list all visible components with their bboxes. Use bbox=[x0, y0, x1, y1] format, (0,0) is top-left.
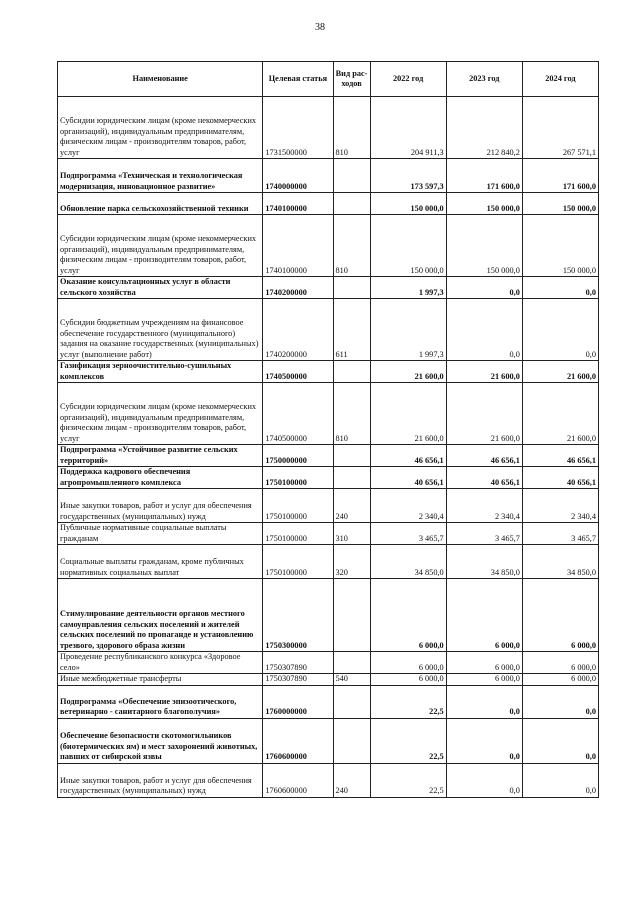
row-value-2022: 46 656,1 bbox=[370, 445, 446, 467]
row-target-code: 1760600000 bbox=[263, 718, 333, 763]
row-value-2023: 46 656,1 bbox=[446, 445, 522, 467]
row-value-2024: 6 000,0 bbox=[522, 652, 598, 674]
row-value-2022: 21 600,0 bbox=[370, 361, 446, 383]
row-value-2024: 21 600,0 bbox=[522, 383, 598, 445]
table-row bbox=[58, 652, 599, 674]
table-row bbox=[58, 763, 599, 797]
header-row bbox=[58, 62, 599, 97]
row-name: Обеспечение безопасности скотомогильников (биотермических ям) и мест захоронений животных, павших от сибирской язвы bbox=[58, 718, 263, 763]
row-value-2023: 6 000,0 bbox=[446, 652, 522, 674]
row-value-2023: 171 600,0 bbox=[446, 159, 522, 193]
row-target-code: 1750100000 bbox=[263, 467, 333, 489]
row-value-2023: 0,0 bbox=[446, 718, 522, 763]
row-value-2024: 171 600,0 bbox=[522, 159, 598, 193]
header-2023: 2023 год bbox=[446, 62, 522, 97]
row-expense-kind bbox=[333, 445, 370, 467]
row-value-2022: 1 997,3 bbox=[370, 277, 446, 299]
table-row bbox=[58, 467, 599, 489]
row-target-code: 1750100000 bbox=[263, 545, 333, 579]
row-expense-kind: 611 bbox=[333, 299, 370, 361]
row-name: Иные межбюджетные трансферты bbox=[58, 674, 263, 686]
row-value-2023: 21 600,0 bbox=[446, 383, 522, 445]
row-value-2024: 150 000,0 bbox=[522, 215, 598, 277]
table-row bbox=[58, 674, 599, 686]
row-value-2024: 3 465,7 bbox=[522, 523, 598, 545]
row-value-2022: 6 000,0 bbox=[370, 674, 446, 686]
row-value-2023: 2 340,4 bbox=[446, 489, 522, 523]
row-target-code: 1750100000 bbox=[263, 523, 333, 545]
row-value-2024: 6 000,0 bbox=[522, 674, 598, 686]
row-expense-kind bbox=[333, 193, 370, 215]
row-value-2022: 173 597,3 bbox=[370, 159, 446, 193]
table-row bbox=[58, 685, 599, 718]
row-name: Субсидии бюджетным учреждениям на финансовое обеспечение государственного (муниципального) задания на оказание государственных (муниципальных) услуг (выполнение работ) bbox=[58, 299, 263, 361]
row-value-2023: 21 600,0 bbox=[446, 361, 522, 383]
row-value-2022: 150 000,0 bbox=[370, 193, 446, 215]
table-row bbox=[58, 361, 599, 383]
row-value-2023: 0,0 bbox=[446, 685, 522, 718]
row-name: Поддержка кадрового обеспечения агропромышленного комплекса bbox=[58, 467, 263, 489]
header-target: Целевая статья bbox=[263, 62, 333, 97]
row-expense-kind: 310 bbox=[333, 523, 370, 545]
row-expense-kind: 320 bbox=[333, 545, 370, 579]
row-expense-kind: 810 bbox=[333, 97, 370, 159]
row-value-2023: 150 000,0 bbox=[446, 193, 522, 215]
table-row bbox=[58, 97, 599, 159]
row-name: Иные закупки товаров, работ и услуг для обеспечения государственных (муниципальных) нужд bbox=[58, 763, 263, 797]
row-name: Обновление парка сельскохозяйственной техники bbox=[58, 193, 263, 215]
row-expense-kind: 810 bbox=[333, 215, 370, 277]
row-value-2022: 204 911,3 bbox=[370, 97, 446, 159]
row-value-2023: 212 840,2 bbox=[446, 97, 522, 159]
row-value-2024: 267 571,1 bbox=[522, 97, 598, 159]
row-target-code: 1750100000 bbox=[263, 489, 333, 523]
row-expense-kind bbox=[333, 361, 370, 383]
table-row bbox=[58, 718, 599, 763]
row-expense-kind bbox=[333, 718, 370, 763]
row-target-code: 1740100000 bbox=[263, 215, 333, 277]
row-name: Подпрограмма «Устойчивое развитие сельских территорий» bbox=[58, 445, 263, 467]
row-value-2023: 0,0 bbox=[446, 277, 522, 299]
row-value-2024: 2 340,4 bbox=[522, 489, 598, 523]
row-value-2023: 3 465,7 bbox=[446, 523, 522, 545]
row-name: Публичные нормативные социальные выплаты гражданам bbox=[58, 523, 263, 545]
table-row bbox=[58, 159, 599, 193]
row-expense-kind bbox=[333, 277, 370, 299]
row-name: Подпрограмма «Техническая и технологическая модернизация, инновационное развитие» bbox=[58, 159, 263, 193]
row-name: Субсидии юридическим лицам (кроме некоммерческих организаций), индивидуальным предпринимателям, физическим лицам - производителям товаров, работ, услуг bbox=[58, 383, 263, 445]
header-name: Наименование bbox=[58, 62, 263, 97]
row-target-code: 1740500000 bbox=[263, 361, 333, 383]
row-expense-kind: 240 bbox=[333, 489, 370, 523]
row-value-2024: 34 850,0 bbox=[522, 545, 598, 579]
row-value-2022: 2 340,4 bbox=[370, 489, 446, 523]
row-name: Подпрограмма «Обеспечение эпизоотического, ветеринарно - санитарного благополучия» bbox=[58, 685, 263, 718]
row-value-2023: 0,0 bbox=[446, 299, 522, 361]
row-value-2022: 150 000,0 bbox=[370, 215, 446, 277]
row-value-2022: 3 465,7 bbox=[370, 523, 446, 545]
row-value-2022: 34 850,0 bbox=[370, 545, 446, 579]
row-target-code: 1750307890 bbox=[263, 674, 333, 686]
row-target-code: 1760000000 bbox=[263, 685, 333, 718]
row-target-code: 1740200000 bbox=[263, 299, 333, 361]
table-row bbox=[58, 445, 599, 467]
row-target-code: 1740200000 bbox=[263, 277, 333, 299]
row-expense-kind bbox=[333, 579, 370, 652]
row-target-code: 1740500000 bbox=[263, 383, 333, 445]
row-expense-kind bbox=[333, 467, 370, 489]
row-name: Стимулирование деятельности органов местного самоуправления сельских поселений и жителей сельских поселений по пропаганде и установлению трезвого, здорового образа жизни bbox=[58, 579, 263, 652]
table-row bbox=[58, 545, 599, 579]
budget-table bbox=[57, 61, 599, 798]
page-number: 38 bbox=[315, 22, 325, 33]
row-expense-kind bbox=[333, 159, 370, 193]
row-value-2024: 0,0 bbox=[522, 299, 598, 361]
row-value-2024: 0,0 bbox=[522, 718, 598, 763]
row-target-code: 1740100000 bbox=[263, 193, 333, 215]
row-target-code: 1731500000 bbox=[263, 97, 333, 159]
row-target-code: 1750307890 bbox=[263, 652, 333, 674]
row-value-2022: 22,5 bbox=[370, 763, 446, 797]
row-expense-kind bbox=[333, 685, 370, 718]
row-value-2023: 150 000,0 bbox=[446, 215, 522, 277]
row-name: Иные закупки товаров, работ и услуг для обеспечения государственных (муниципальных) нужд bbox=[58, 489, 263, 523]
row-value-2024: 6 000,0 bbox=[522, 579, 598, 652]
table-row bbox=[58, 277, 599, 299]
row-value-2022: 22,5 bbox=[370, 685, 446, 718]
row-expense-kind: 540 bbox=[333, 674, 370, 686]
row-value-2022: 40 656,1 bbox=[370, 467, 446, 489]
row-value-2022: 22,5 bbox=[370, 718, 446, 763]
row-value-2023: 34 850,0 bbox=[446, 545, 522, 579]
row-target-code: 1760600000 bbox=[263, 763, 333, 797]
table-row bbox=[58, 383, 599, 445]
row-target-code: 1740000000 bbox=[263, 159, 333, 193]
row-value-2024: 0,0 bbox=[522, 277, 598, 299]
row-value-2022: 21 600,0 bbox=[370, 383, 446, 445]
row-name: Субсидии юридическим лицам (кроме некоммерческих организаций), индивидуальным предпринимателям, физическим лицам - производителям товаров, работ, услуг bbox=[58, 97, 263, 159]
row-name: Субсидии юридическим лицам (кроме некоммерческих организаций), индивидуальным предпринимателям, физическим лицам - производителям товаров, работ, услуг bbox=[58, 215, 263, 277]
header-2022: 2022 год bbox=[370, 62, 446, 97]
row-expense-kind: 810 bbox=[333, 383, 370, 445]
row-name: Социальные выплаты гражданам, кроме публичных нормативных социальных выплат bbox=[58, 545, 263, 579]
table-row bbox=[58, 193, 599, 215]
row-value-2023: 6 000,0 bbox=[446, 579, 522, 652]
row-value-2024: 0,0 bbox=[522, 763, 598, 797]
row-value-2024: 150 000,0 bbox=[522, 193, 598, 215]
table-row bbox=[58, 215, 599, 277]
row-value-2024: 0,0 bbox=[522, 685, 598, 718]
row-value-2023: 0,0 bbox=[446, 763, 522, 797]
table-row bbox=[58, 579, 599, 652]
table-row bbox=[58, 523, 599, 545]
row-value-2022: 1 997,3 bbox=[370, 299, 446, 361]
row-target-code: 1750300000 bbox=[263, 579, 333, 652]
header-2024: 2024 год bbox=[522, 62, 598, 97]
row-target-code: 1750000000 bbox=[263, 445, 333, 467]
table-row bbox=[58, 489, 599, 523]
row-value-2023: 6 000,0 bbox=[446, 674, 522, 686]
row-expense-kind: 240 bbox=[333, 763, 370, 797]
row-expense-kind bbox=[333, 652, 370, 674]
table-row bbox=[58, 299, 599, 361]
row-value-2024: 40 656,1 bbox=[522, 467, 598, 489]
row-name: Проведение республиканского конкурса «Здоровое село» bbox=[58, 652, 263, 674]
header-kind: Вид рас-ходов bbox=[333, 62, 370, 97]
row-value-2022: 6 000,0 bbox=[370, 652, 446, 674]
row-value-2024: 21 600,0 bbox=[522, 361, 598, 383]
row-value-2024: 46 656,1 bbox=[522, 445, 598, 467]
row-value-2022: 6 000,0 bbox=[370, 579, 446, 652]
row-name: Оказание консультационных услуг в области сельского хозяйства bbox=[58, 277, 263, 299]
row-name: Газификация зерноочистительно-сушильных комплексов bbox=[58, 361, 263, 383]
row-value-2023: 40 656,1 bbox=[446, 467, 522, 489]
